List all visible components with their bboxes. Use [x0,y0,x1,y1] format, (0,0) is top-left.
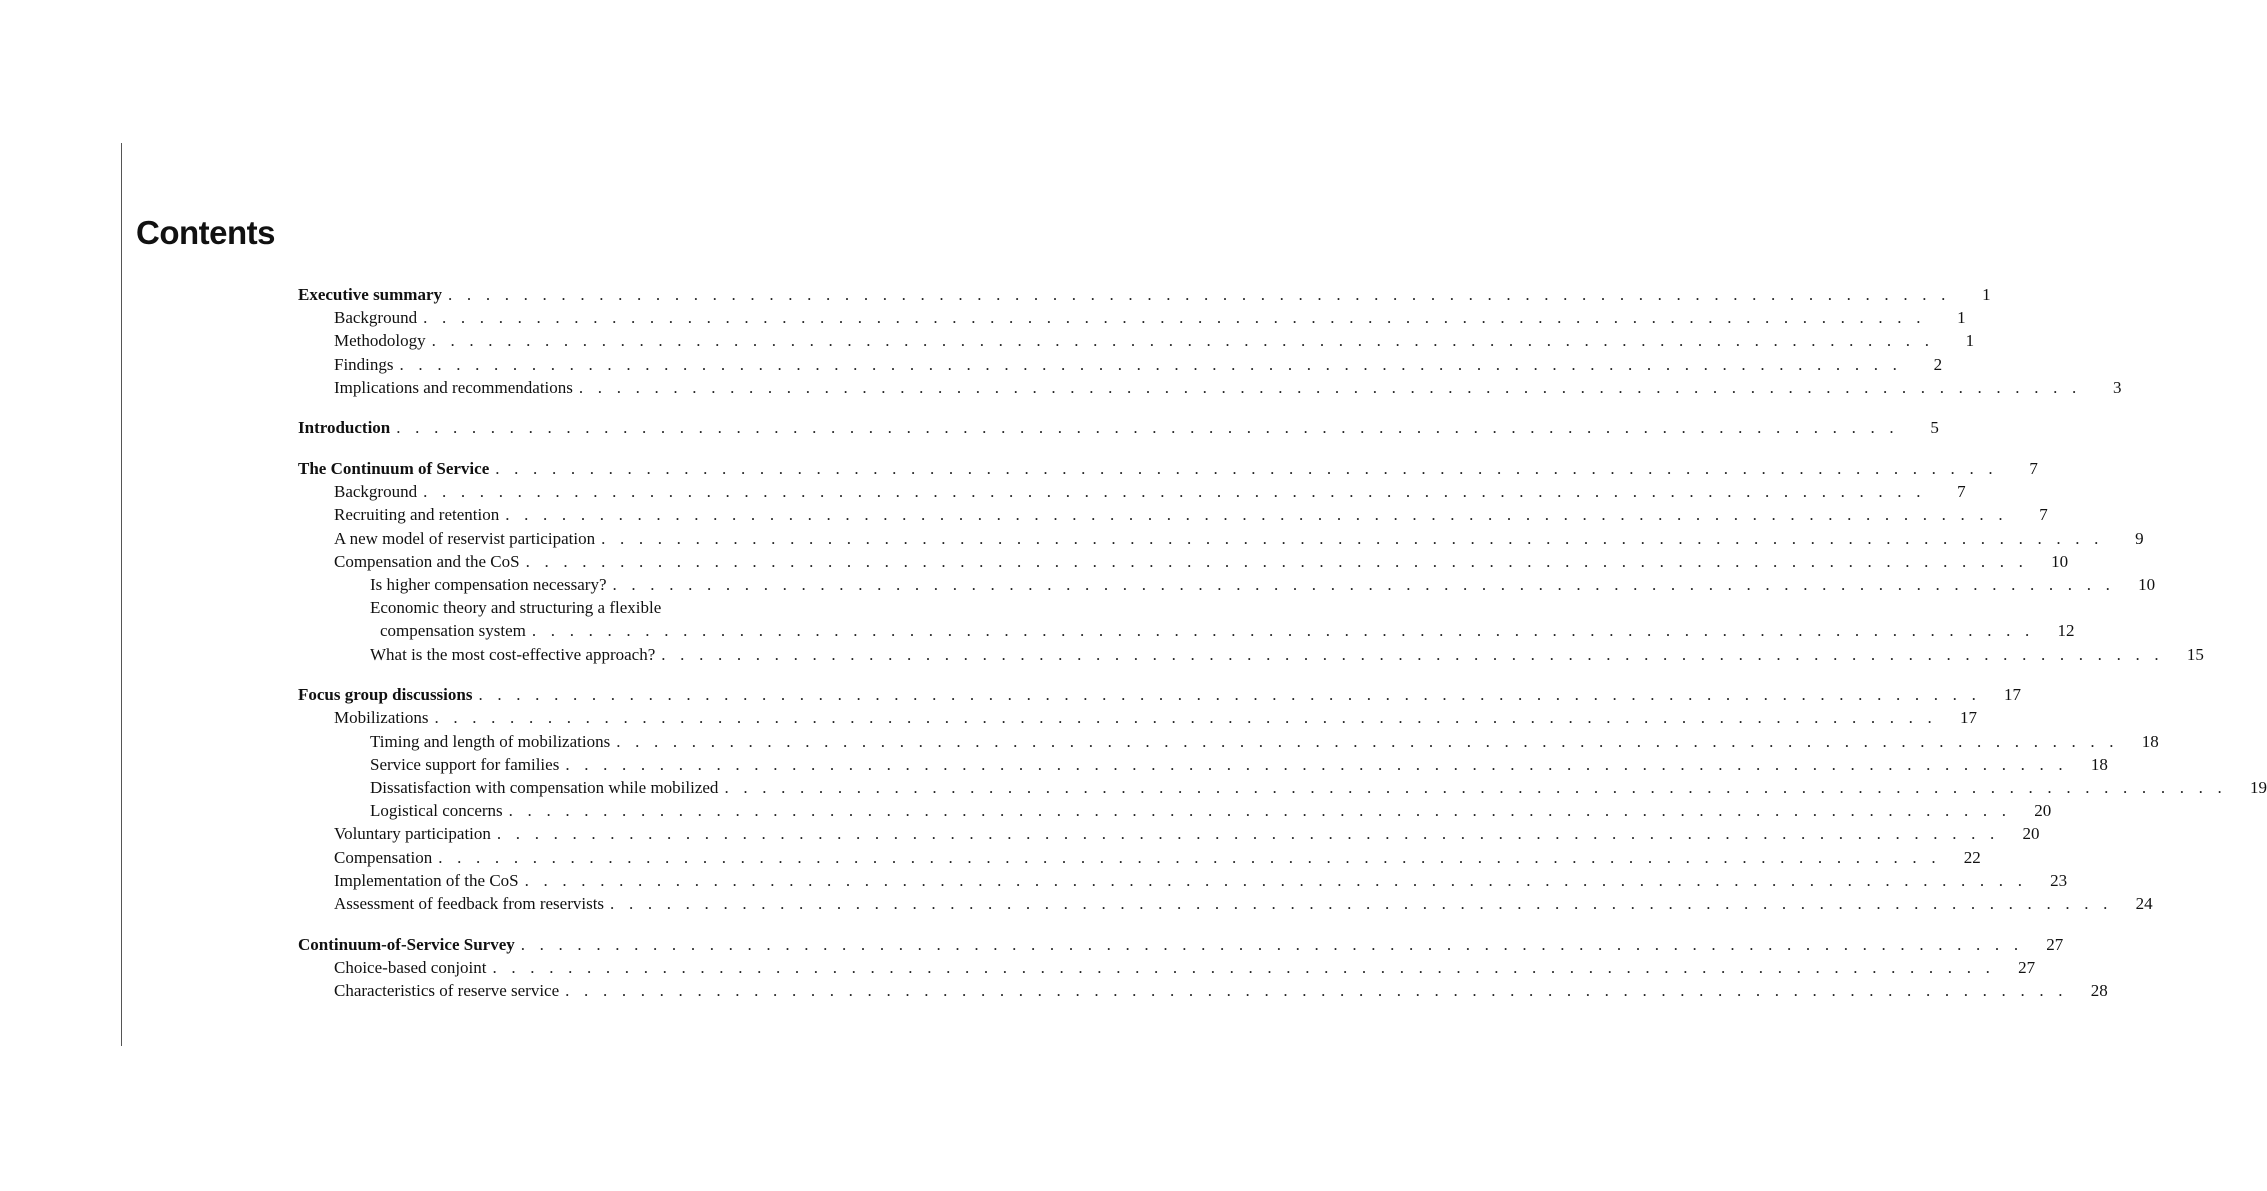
dot-leader: . . . . . . . . . . . . . . . . . . . . . . . . . . . . . . . . . . . . . . . . . . . . . . . . . . . . . . . . . . . . . . . . . . . . . . . . . . . . . . . . [610,893,2113,913]
dot-leader: . . . . . . . . . . . . . . . . . . . . . . . . . . . . . . . . . . . . . . . . . . . . . . . . . . . . . . . . . . . . . . . . . . . . . . . . . . . . . . . . [496,824,2000,844]
toc-entry-page-number: 20 [2022,824,2040,844]
toc-entry-label: Focus group discussions [298,683,478,706]
toc-entry-page-number: 27 [2046,934,2064,954]
toc-entry[interactable] [298,643,2204,666]
toc-entry[interactable] [298,504,2048,527]
toc-entry-label: The Continuum of Service [298,457,495,480]
toc-entry-page-number: 3 [2112,377,2122,397]
toc-entry-label: Timing and length of mobilizations [370,730,616,753]
toc-entry-label: Logistical concerns [370,799,509,822]
dot-leader: . . . . . . . . . . . . . . . . . . . . . . . . . . . . . . . . . . . . . . . . . . . . . . . . . . . . . . . . . . . . . . . . . . . . . . . . . . . . . . . . [578,377,2082,397]
toc-entry-label: Economic theory and structuring a flexible [370,596,667,619]
toc-entry-page-number: 10 [2138,575,2156,595]
dot-leader: . . . . . . . . . . . . . . . . . . . . . . . . . . . . . . . . . . . . . . . . . . . . . . . . . . . . . . . . . . . . . . . . . . . . . . . . . . . . . . . . [423,482,1926,502]
dot-leader: . . . . . . . . . . . . . . . . . . . . . . . . . . . . . . . . . . . . . . . . . . . . . . . . . . . . . . . . . . . . . . . . . . . . . . . . . . . . . . . . [612,575,2116,595]
dot-leader: . . . . . . . . . . . . . . . . . . . . . . . . . . . . . . . . . . . . . . . . . . . . . . . . . . . . . . . . . . . . . . . . . . . . . . . . . . . . . . . . [396,418,1899,438]
toc-entry-page-number: 18 [2141,731,2159,751]
toc-section [298,416,1939,439]
toc-entry-label: What is the most cost-effective approach? [370,643,661,666]
toc-entry[interactable] [298,416,1939,439]
toc-entry-page-number: 2 [1933,354,1943,374]
toc-entry-page-number: 12 [2057,621,2075,641]
toc-entry-page-number: 10 [2051,551,2069,571]
dot-leader: . . . . . . . . . . . . . . . . . . . . . . . . . . . . . . . . . . . . . . . . . . . . . . . . . . . . . . . . . . . . . . . . . . . . . . . . . . . . . . . . [531,621,2035,641]
toc-entry-page-number: 9 [2135,528,2144,548]
toc-entry-label: Implementation of the CoS [334,869,525,892]
dot-leader: . . . . . . . . . . . . . . . . . . . . . . . . . . . . . . . . . . . . . . . . . . . . . . . . . . . . . . . . . . . . . . . . . . . . . . . . . . . . . . . . [508,801,2012,821]
toc-entry[interactable] [298,306,1966,329]
margin-rule [121,143,122,1046]
toc-entry-page-number: 1 [1982,284,1991,304]
toc-entry-page-number: 27 [2018,957,2036,977]
toc-entry[interactable] [298,869,2068,892]
toc-entry[interactable] [298,550,2069,573]
toc-entry[interactable] [298,979,2108,1002]
toc-entry-label: Dissatisfaction with compensation while mobilized [370,776,724,799]
dot-leader: . . . . . . . . . . . . . . . . . . . . . . . . . . . . . . . . . . . . . . . . . . . . . . . . . . . . . . . . . . . . . . . . . . . . . . . . . . . . . . . . [565,981,2068,1001]
toc-section [298,457,2204,666]
toc-entry[interactable] [298,480,1966,503]
toc-entry-page-number: 1 [1957,308,1966,328]
toc-entry-page-number: 7 [1957,482,1966,502]
toc-entry-label: Is higher compensation necessary? [370,573,613,596]
toc-entry-label: Compensation [334,846,438,869]
toc-entry[interactable] [298,329,1975,352]
dot-leader: . . . . . . . . . . . . . . . . . . . . . . . . . . . . . . . . . . . . . . . . . . . . . . . . . . . . . . . . . . . . . . . . . . . . . . . . . . . . . . . . [495,459,1998,479]
toc-entry[interactable] [298,730,2159,753]
toc-entry-label: Background [334,480,423,503]
toc-entry[interactable] [298,376,2122,399]
dot-leader: . . . . . . . . . . . . . . . . . . . . . . . . . . . . . . . . . . . . . . . . . . . . . . . . . . . . . . . . . . . . . . . . . . . . . . . . . . . . . . . . [478,685,1982,705]
toc-entry-page-number: 17 [1960,708,1978,728]
toc-entry-label: Compensation and the CoS [334,550,526,573]
dot-leader: . . . . . . . . . . . . . . . . . . . . . . . . . . . . . . . . . . . . . . . . . . . . . . . . . . . . . . . . . . . . . . . . . . . . . . . . . . . . . . . . [438,847,1941,867]
toc-section [298,933,2108,1003]
toc-entry[interactable] [298,707,1978,730]
toc-entry[interactable] [298,619,2075,642]
dot-leader: . . . . . . . . . . . . . . . . . . . . . . . . . . . . . . . . . . . . . . . . . . . . . . . . . . . . . . . . . . . . . . . . . . . . . . . . . . . . . . . . [565,754,2068,774]
toc-entry-page-number: 17 [2004,685,2022,705]
toc-entry[interactable] [298,933,2064,956]
toc-entry-label: Introduction [298,416,396,439]
toc-entry[interactable] [298,683,2022,706]
toc-entry-page-number: 1 [1965,331,1975,351]
dot-leader: . . . . . . . . . . . . . . . . . . . . . . . . . . . . . . . . . . . . . . . . . . . . . . . . . . . . . . . . . . . . . . . . . . . . . . . . . . . . . . . . [601,528,2104,548]
dot-leader: . . . . . . . . . . . . . . . . . . . . . . . . . . . . . . . . . . . . . . . . . . . . . . . . . . . . . . . . . . . . . . . . . . . . . . . . . . . . . . . . [616,731,2119,751]
dot-leader: . . . . . . . . . . . . . . . . . . . . . . . . . . . . . . . . . . . . . . . . . . . . . . . . . . . . . . . . . . . . . . . . . . . . . . . . . . . . . . . . [724,778,2227,798]
dot-leader: . . . . . . . . . . . . . . . . . . . . . . . . . . . . . . . . . . . . . . . . . . . . . . . . . . . . . . . . . . . . . . . . . . . . . . . . . . . . . . . . [423,308,1926,328]
toc-entry-page-number: 20 [2034,801,2052,821]
toc-entry[interactable] [298,527,2144,550]
dot-leader: . . . . . . . . . . . . . . . . . . . . . . . . . . . . . . . . . . . . . . . . . . . . . . . . . . . . . . . . . . . . . . . . . . . . . . . . . . . . . . . . [434,708,1938,728]
toc-entry[interactable] [298,283,1991,306]
toc-entry-page-number: 28 [2090,981,2108,1001]
toc-entry-page-number: 23 [2050,870,2068,890]
toc-entry-label: Recruiting and retention [334,503,505,526]
dot-leader: . . . . . . . . . . . . . . . . . . . . . . . . . . . . . . . . . . . . . . . . . . . . . . . . . . . . . . . . . . . . . . . . . . . . . . . . . . . . . . . . [525,551,2029,571]
toc-entry-page-number: 22 [1963,847,1981,867]
toc-entry[interactable] [298,776,2267,799]
toc-entry-label: Voluntary participation [334,822,497,845]
toc-entry[interactable] [298,956,2036,979]
toc-entry-label: Mobilizations [334,706,434,729]
toc-entry[interactable] [298,892,2153,915]
toc-entry[interactable] [298,573,2156,596]
toc-entry[interactable] [298,846,1981,869]
page-title: Contents [136,214,275,251]
toc-entry-label: Choice-based conjoint [334,956,493,979]
dot-leader: . . . . . . . . . . . . . . . . . . . . . . . . . . . . . . . . . . . . . . . . . . . . . . . . . . . . . . . . . . . . . . . . . . . . . . . . . . . . . . . . [448,284,1951,304]
toc-entry-page-number: 5 [1930,418,1939,438]
toc-entry-page-number: 7 [2029,459,2038,479]
toc-entry[interactable] [298,822,2040,845]
dot-leader: . . . . . . . . . . . . . . . . . . . . . . . . . . . . . . . . . . . . . . . . . . . . . . . . . . . . . . . . . . . . . . . . . . . . . . . . . . . . . . . . [524,870,2028,890]
toc-entry[interactable] [298,353,1943,376]
dot-leader: . . . . . . . . . . . . . . . . . . . . . . . . . . . . . . . . . . . . . . . . . . . . . . . . . . . . . . . . . . . . . . . . . . . . . . . . . . . . . . . . [399,354,1903,374]
toc-entry-label: Service support for families [370,753,565,776]
toc-entry-label: Findings [334,353,400,376]
toc-entry-label: Continuum-of-Service Survey [298,933,521,956]
toc-entry-page-number: 18 [2090,754,2108,774]
toc-entry-label: A new model of reservist participation [334,527,601,550]
dot-leader: . . . . . . . . . . . . . . . . . . . . . . . . . . . . . . . . . . . . . . . . . . . . . . . . . . . . . . . . . . . . . . . . . . . . . . . . . . . . . . . . [661,644,2164,664]
toc-entry-label: Implications and recommendations [334,376,579,399]
toc-entry-label: compensation system [380,619,532,642]
toc-entry-page-number: 24 [2135,893,2153,913]
toc-entry[interactable] [298,753,2108,776]
dot-leader: . . . . . . . . . . . . . . . . . . . . . . . . . . . . . . . . . . . . . . . . . . . . . . . . . . . . . . . . . . . . . . . . . . . . . . . . . . . . . . . . [431,331,1935,351]
dot-leader: . . . . . . . . . . . . . . . . . . . . . . . . . . . . . . . . . . . . . . . . . . . . . . . . . . . . . . . . . . . . . . . . . . . . . . . . . . . . . . . . [492,957,1996,977]
toc-entry-label: Background [334,306,423,329]
toc-entry-page-number: 19 [2250,778,2267,798]
toc-entry-label: Executive summary [298,283,448,306]
toc-entry[interactable] [298,457,2038,480]
toc-entry[interactable] [298,799,2052,822]
toc-section [298,683,2267,915]
dot-leader: . . . . . . . . . . . . . . . . . . . . . . . . . . . . . . . . . . . . . . . . . . . . . . . . . . . . . . . . . . . . . . . . . . . . . . . . . . . . . . . . [520,934,2024,954]
toc-entry-label: Methodology [334,329,432,352]
toc-section [298,283,2122,399]
toc-entry-label: Assessment of feedback from reservists [334,892,610,915]
toc-entry-label: Characteristics of reserve service [334,979,565,1002]
toc-entry-page-number: 15 [2186,644,2204,664]
toc-entry-page-number: 7 [2039,505,2048,525]
table-of-contents [298,283,2267,1002]
toc-entry[interactable] [298,596,812,619]
dot-leader: . . . . . . . . . . . . . . . . . . . . . . . . . . . . . . . . . . . . . . . . . . . . . . . . . . . . . . . . . . . . . . . . . . . . . . . . . . . . . . . . [505,505,2008,525]
